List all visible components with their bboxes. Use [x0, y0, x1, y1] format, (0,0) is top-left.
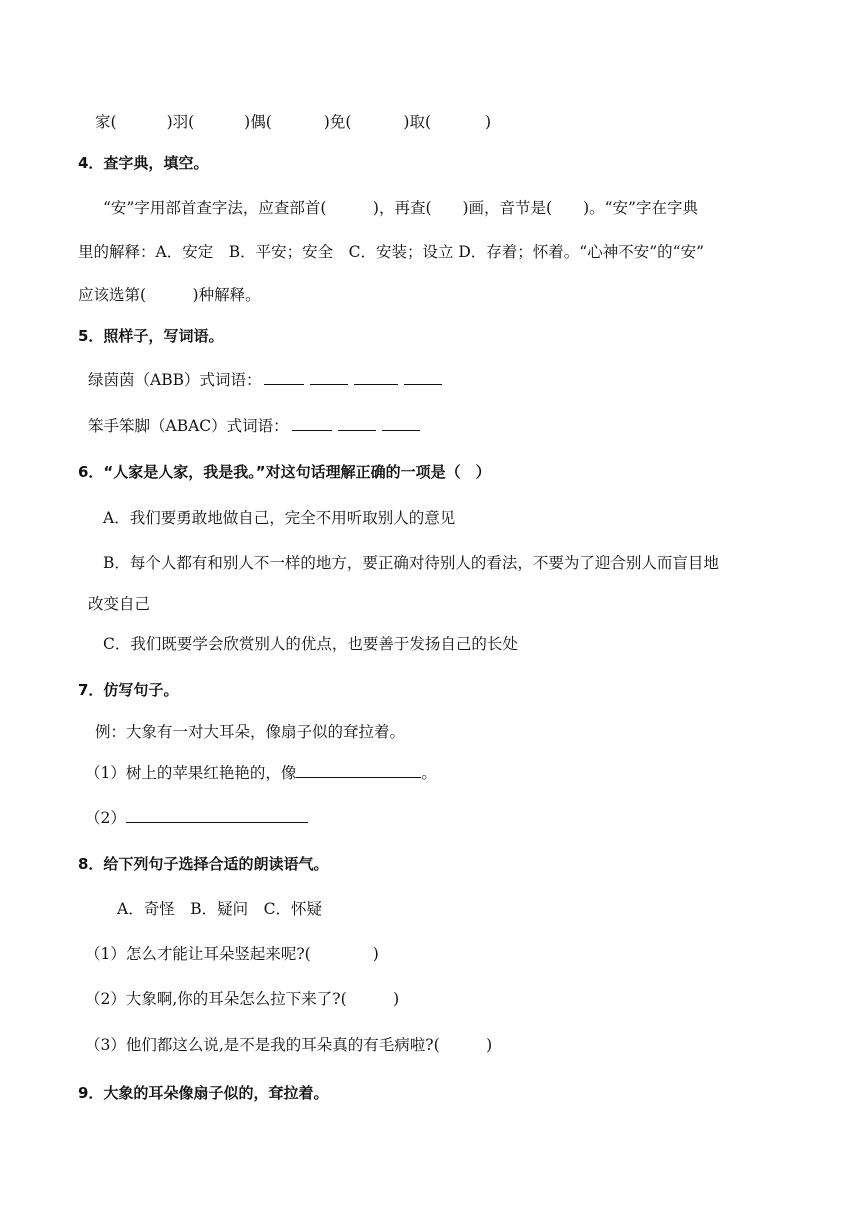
q7-sentence-2 [85, 807, 308, 829]
q7-title: 7．仿写句子。 [78, 681, 179, 699]
q5-line2 [88, 415, 423, 437]
q7-s1-suffix: 。 [421, 764, 437, 782]
q5-abac-label: 笨手笨脚（ABAC）式词语： [88, 417, 289, 435]
answer-blank[interactable] [382, 416, 420, 431]
answer-blank[interactable] [354, 370, 398, 385]
q7-example: 例：大象有一对大耳朵，像扇子似的耷拉着。 [95, 723, 406, 741]
q7-sentence-1 [85, 762, 437, 784]
q4-title: 4．查字典，填空。 [78, 154, 209, 172]
q3-char-close: ) [485, 113, 492, 131]
q7-s1-prefix: （1）树上的苹果红艳艳的，像 [85, 764, 297, 782]
q8-sentence-2: （2）大象啊,你的耳朵怎么拉下来了?( ) [85, 990, 400, 1008]
q9-title: 9．大象的耳朵像扇子似的，耷拉着。 [78, 1084, 329, 1102]
q3-char-1: 家( [95, 113, 117, 131]
q8-sentence-3: （3）他们都这么说,是不是我的耳朵真的有毛病啦?( ) [85, 1036, 493, 1054]
q6-option-a: A．我们要勇敢地做自己，完全不用听取别人的意见 [103, 509, 456, 527]
q3-char-3: )偶( [244, 113, 272, 131]
q5-abb-label: 绿茵茵（ABB）式词语： [88, 371, 262, 389]
answer-blank[interactable] [296, 763, 421, 778]
q6-option-c: C．我们既要学会欣赏别人的优点，也要善于发扬自己的长处 [103, 635, 518, 653]
answer-blank[interactable] [264, 370, 304, 385]
q4-line1: “安”字用部首查字法，应查部首( )，再查( )画，音节是( )。“安”字在字典 [103, 199, 698, 217]
q8-options: A．奇怪 B．疑问 C．怀疑 [117, 900, 322, 918]
q4-line2: 里的解释：A．安定 B．平安；安全 C．安装；设立 D．存着；怀着。“心神不安”的“安” [78, 243, 704, 261]
q3-char-2: )羽( [166, 113, 195, 131]
q7-s2-prefix: （2） [85, 809, 126, 827]
q5-title: 5．照样子，写词语。 [78, 327, 224, 345]
answer-blank[interactable] [126, 808, 308, 823]
q3-char-line [95, 111, 491, 133]
q3-char-4: )免( [323, 113, 352, 131]
q3-char-5: )取( [403, 113, 431, 131]
answer-blank[interactable] [310, 370, 348, 385]
q4-line3: 应该选第( )种解释。 [78, 286, 261, 304]
answer-blank[interactable] [292, 416, 332, 431]
answer-blank[interactable] [404, 370, 442, 385]
q8-title: 8．给下列句子选择合适的朗读语气。 [78, 855, 329, 873]
answer-blank[interactable] [338, 416, 376, 431]
q8-sentence-1: （1）怎么才能让耳朵竖起来呢?( ) [85, 945, 379, 963]
q6-title: 6．“人家是人家，我是我。”对这句话理解正确的一项是（ ） [78, 463, 491, 481]
q6-option-b-line1: B．每个人都有和别人不一样的地方，要正确对待别人的看法，不要为了迎合别人而盲目地 [103, 554, 719, 572]
q5-line1 [88, 369, 445, 391]
q6-option-b-line2: 改变自己 [88, 595, 151, 613]
